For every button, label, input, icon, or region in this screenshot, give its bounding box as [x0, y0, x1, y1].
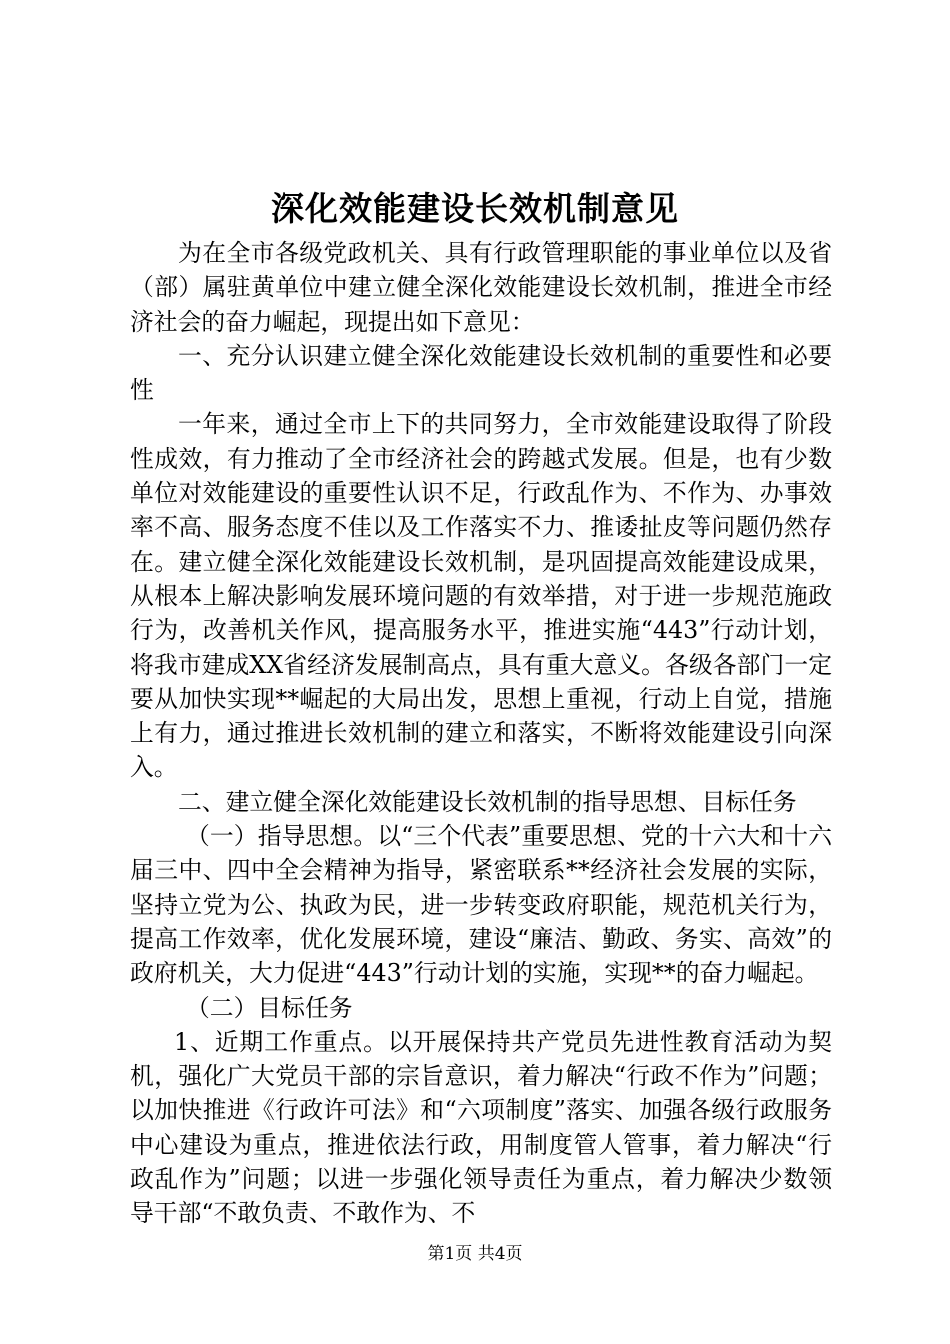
section-heading-1: 一、充分认识建立健全深化效能建设长效机制的重要性和必要性: [130, 341, 832, 405]
section-heading-2: 二、建立健全深化效能建设长效机制的指导思想、目标任务: [178, 787, 797, 816]
page-footer: 第1页 共4页: [427, 1244, 523, 1264]
document-title: 深化效能建设长效机制意见: [271, 189, 679, 228]
subsection-heading-goals: （二）目标任务: [186, 993, 353, 1022]
guiding-ideology-paragraph: （一）指导思想。以“三个代表”重要思想、党的十六大和十六届三中、四中全会精神为指导，紧密联系**经济社会发展的实际，坚持立党为公、执政为民，进一步转变政府职能，规范机关行为，提高工作效率，优化发展环境，建设“廉洁、勤政、务实、高效”的政府机关，大力促进“443”行动计划的实施，实现**的奋力崛起。: [130, 822, 832, 988]
near-term-priorities-paragraph: 1、近期工作重点。以开展保持共产党员先进性教育活动为契机，强化广大党员干部的宗旨意识，着力解决“行政不作为”问题；以加快推进《行政许可法》和“六项制度”落实、加强各级行政服务中心建设为重点，推进依法行政，用制度管人管事，着力解决“行政乱作为”问题；以进一步强化领导责任为重点，着力解决少数领导干部“不敢负责、不敢作为、不: [130, 1027, 832, 1228]
document-body: [130, 236, 832, 1231]
section-1-paragraph: 一年来，通过全市上下的共同努力，全市效能建设取得了阶段性成效，有力推动了全市经济社会的跨越式发展。但是，也有少数单位对效能建设的重要性认识不足，行政乱作为、不作为、办事效率不高、服务态度不佳以及工作落实不力、推诿扯皮等问题仍然存在。建立健全深化效能建设长效机制，是巩固提高效能建设成果，从根本上解决影响发展环境问题的有效举措，对于进一步规范施政行为，改善机关作风，提高服务水平，推进实施“443”行动计划，将我市建成XX省经济发展制高点，具有重大意义。各级各部门一定要从加快实现**崛起的大局出发，思想上重视，行动上自觉，措施上有力，通过推进长效机制的建立和落实，不断将效能建设引向深入。: [130, 410, 832, 782]
intro-paragraph: 为在全市各级党政机关、具有行政管理职能的事业单位以及省（部）属驻黄单位中建立健全深化效能建设长效机制，推进全市经济社会的奋力崛起，现提出如下意见：: [130, 239, 832, 336]
